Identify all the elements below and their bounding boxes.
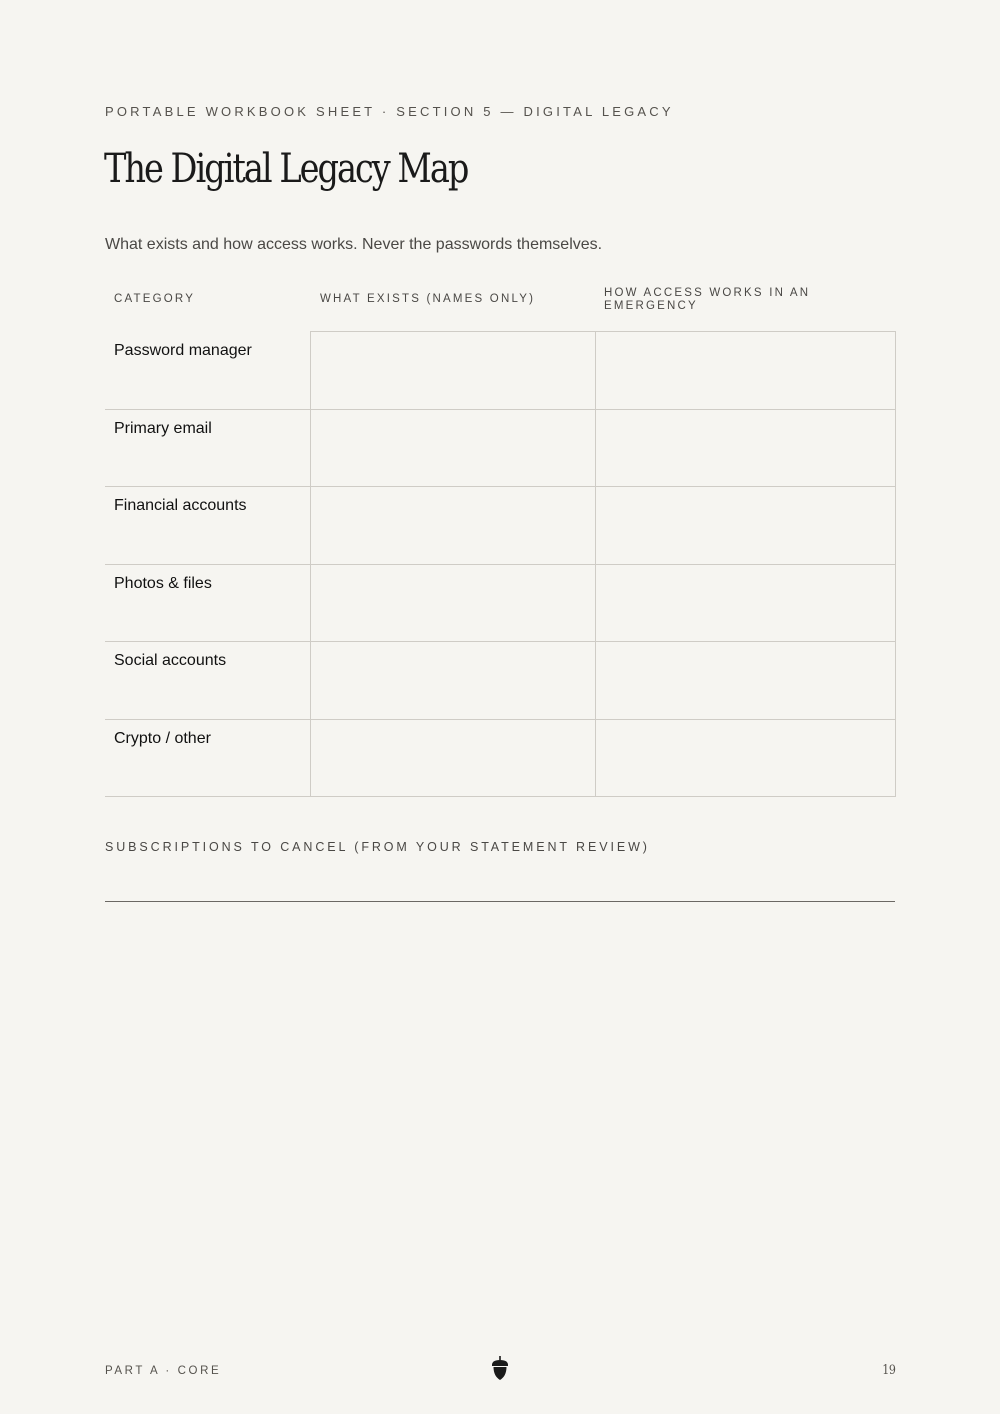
what-exists-cell[interactable] bbox=[310, 564, 595, 642]
category-cell: Primary email bbox=[105, 409, 310, 487]
what-exists-cell[interactable] bbox=[310, 409, 595, 487]
what-exists-cell[interactable] bbox=[310, 719, 595, 797]
category-cell: Photos & files bbox=[105, 564, 310, 642]
subscriptions-label: SUBSCRIPTIONS TO CANCEL (FROM YOUR STATEMENT REVIEW) bbox=[105, 840, 650, 854]
category-cell: Crypto / other bbox=[105, 719, 310, 797]
column-header-access: HOW ACCESS WORKS IN AN EMERGENCY bbox=[604, 287, 811, 312]
table-row bbox=[105, 487, 895, 565]
category-cell: Password manager bbox=[105, 332, 310, 410]
access-cell[interactable] bbox=[595, 409, 895, 487]
page-number: 19 bbox=[881, 1363, 895, 1378]
table-row bbox=[105, 719, 895, 797]
column-header-category: CATEGORY bbox=[114, 293, 196, 305]
what-exists-cell[interactable] bbox=[310, 487, 595, 565]
what-exists-cell[interactable] bbox=[310, 332, 595, 410]
section-eyebrow: PORTABLE WORKBOOK SHEET · SECTION 5 — DIGITAL LEGACY bbox=[105, 104, 674, 119]
access-cell[interactable] bbox=[595, 332, 895, 410]
footer-part-label: PART A · CORE bbox=[105, 1365, 222, 1377]
access-cell[interactable] bbox=[595, 719, 895, 797]
category-cell: Social accounts bbox=[105, 642, 310, 720]
page-title: The Digital Legacy Map bbox=[104, 146, 468, 192]
access-cell[interactable] bbox=[595, 487, 895, 565]
digital-legacy-table bbox=[105, 331, 896, 797]
table-row bbox=[105, 642, 895, 720]
table-row bbox=[105, 564, 895, 642]
table-row bbox=[105, 409, 895, 487]
column-header-what-exists: WHAT EXISTS (NAMES ONLY) bbox=[320, 293, 536, 305]
page-subtitle: What exists and how access works. Never the passwords themselves. bbox=[105, 236, 603, 253]
access-cell[interactable] bbox=[595, 642, 895, 720]
what-exists-cell[interactable] bbox=[310, 642, 595, 720]
table-row bbox=[105, 332, 895, 410]
subscriptions-write-line[interactable] bbox=[105, 901, 895, 902]
acorn-icon bbox=[490, 1356, 510, 1382]
access-cell[interactable] bbox=[595, 564, 895, 642]
category-cell: Financial accounts bbox=[105, 487, 310, 565]
